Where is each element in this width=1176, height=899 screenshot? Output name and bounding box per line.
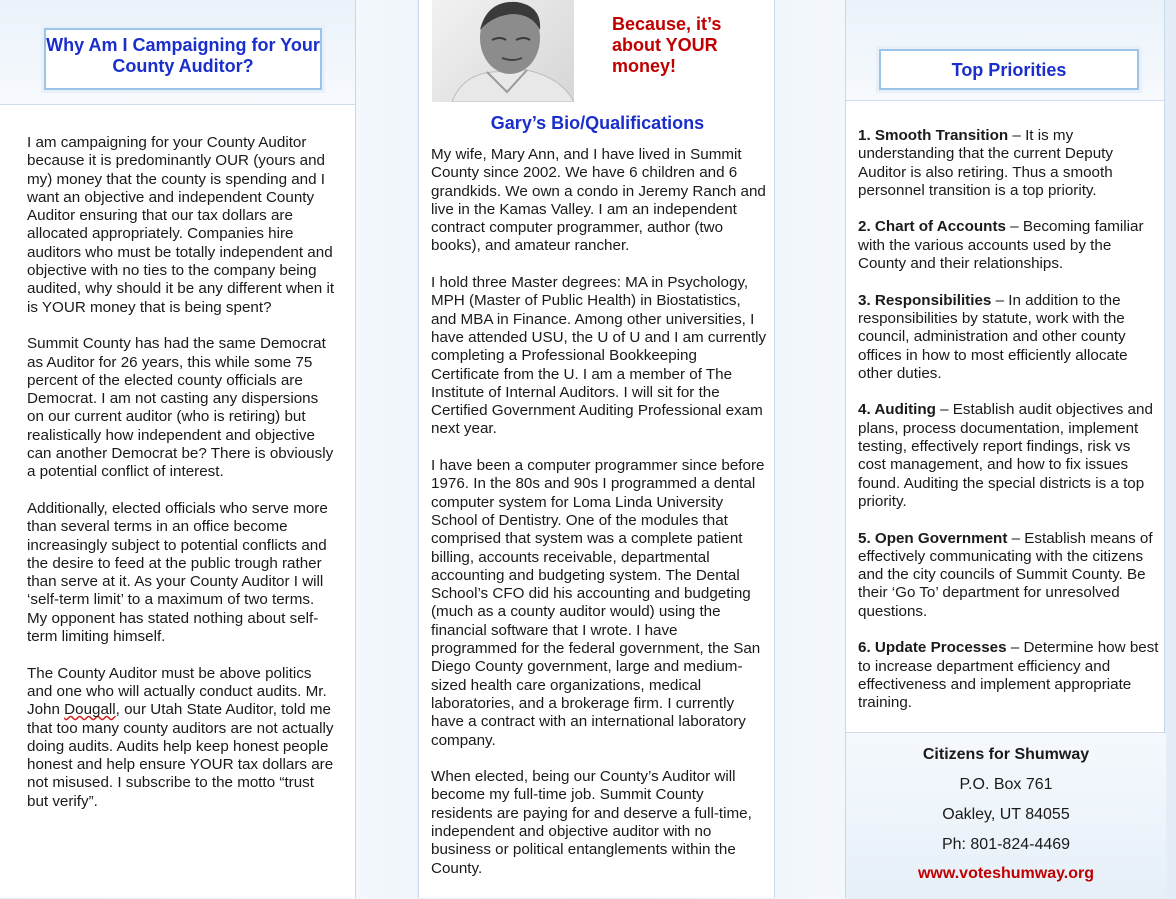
contact-block (846, 732, 1166, 899)
priority-5 (858, 530, 1160, 621)
middle-column (418, 0, 775, 898)
right-title: Top Priorities (951, 60, 1067, 80)
tagline: Because, it’s about YOUR money! (612, 14, 722, 76)
priority-1 (858, 127, 1160, 200)
priority-1-text: – It is my understanding that the current Deputy Auditor is also retiring. Thus a smooth personnel transition is a top priority. (858, 127, 1113, 199)
website-link[interactable]: www.voteshumway.org (917, 865, 1095, 882)
priority-6-text: – Determine how best to increase department efficiency and effectiveness and implement appropriate training. (858, 639, 1159, 712)
priority-5-text: – Establish means of effectively communicating with the citizens and the city councils of Summit County. Be their ‘Go To’ department for unresolved questions. (858, 529, 1153, 620)
left-column (0, 0, 356, 898)
priority-6-label: 6. Update Processes (858, 639, 1007, 657)
priority-2 (858, 218, 1160, 273)
left-paragraph-4-end: , our Utah State Auditor, told me that too many county auditors are not actually doing audits. Audits help keep honest people honest and help ensure YOUR tax dollars are not misused. I subscribe to the motto “trust but verify”. (27, 701, 334, 810)
priority-4 (858, 401, 1160, 511)
priority-3-text: – In addition to the responsibilities by statute, work with the council, administration and other county offices in how to most efficiently allocate other duties. (858, 291, 1128, 382)
priority-3 (858, 292, 1160, 383)
left-body (27, 134, 337, 811)
contact-phone: Ph: 801-824-4469 (941, 836, 1071, 853)
priorities-list (858, 127, 1160, 713)
right-title-box (879, 49, 1139, 90)
priority-1-label: 1. Smooth Transition (858, 127, 1009, 144)
bio-body (431, 146, 767, 878)
bio-paragraph-3: I have been a computer programmer since before 1976. In the 80s and 90s I programmed a dental computer system for Loma Linda University School of Dentistry. One of the modules that comprised that system was a complete patient billing, accounts receivable, departmental accounting and budgeting system. The Dental School’s CFO did his accounting and budgeting (much as a county auditor would) using the financial software that I wrote. I have programmed for the federal government, the San Diego County government, large and medium-sized health care organizations, medical laboratories, and a brokerage firm. I currently have a contract with an international laboratory company. (431, 457, 765, 749)
priority-2-text: – Becoming familiar with the various accounts used by the County and their relationships. (858, 218, 1144, 273)
left-paragraph-1: I am campaigning for your County Auditor because it is predominantly OUR (yours and my) money that the county is spending and I want an objective and independent County Auditor ensuring that our tax dollars are allocated appropriately. Companies hire auditors who must be totally independent and objective with no ties to the company being audited, why should it be any different when it is YOUR money that is being spent? (27, 134, 335, 316)
priority-6 (858, 639, 1160, 712)
left-paragraph-4 (27, 665, 337, 811)
bio-paragraph-4: When elected, being our County’s Auditor will become my full-time job. Summit County residents are paying for and deserve a full-time, independent and objective auditor with no business or political entanglements within the County. (431, 768, 752, 877)
candidate-photo (432, 0, 574, 102)
priority-3-label: 3. Responsibilities (858, 291, 992, 309)
contact-box: P.O. Box 761 (959, 776, 1053, 793)
spellcheck-word: Dougall (64, 701, 116, 719)
left-title-box (44, 28, 322, 90)
priority-5-label: 5. Open Government (858, 529, 1008, 547)
priority-4-text: – Establish audit objectives and plans, process documentation, implement testing, effectively report findings, risk vs cost management, and how to fix issues found. Auditing the special districts is a top priority. (858, 401, 1153, 510)
bio-heading: Gary’s Bio/Qualifications (490, 113, 705, 133)
left-paragraph-3: Additionally, elected officials who serve more than several terms in an office become increasingly subject to potential conflicts and the desire to feed at the public trough rather than serve at it. As your County Auditor I will ‘self-term limit’ to a maximum of two terms. My opponent has stated nothing about self-term limiting himself. (27, 499, 328, 646)
bio-paragraph-1: My wife, Mary Ann, and I have lived in Summit County since 2002. We have 6 children and 6 grandkids. We own a condo in Jeremy Ranch and live in the Kamas Valley. I am an independent contract computer programmer, author (two books), and amateur rancher. (431, 146, 766, 255)
contact-city: Oakley, UT 84055 (942, 806, 1070, 823)
left-paragraph-4-start: The County Auditor must be above politics and one who will actually conduct audits. Mr. John (27, 664, 327, 719)
contact-org: Citizens for Shumway (922, 746, 1090, 763)
left-title: Why Am I Campaigning for Your County Auditor? (46, 35, 320, 76)
left-paragraph-2: Summit County has had the same Democrat as Auditor for 26 years, this while some 75 percent of the elected county officials are Democrat. I am not casting any dispersions on our current auditor (who is retiring) but realistically how independent and objective can another Democrat be? There is obviously a potential conflict of interest. (27, 335, 334, 481)
right-column (845, 0, 1165, 898)
priority-4-label: 4. Auditing (858, 401, 936, 419)
priority-2-label: 2. Chart of Accounts (858, 218, 1006, 236)
bio-paragraph-2: I hold three Master degrees: MA in Psychology, MPH (Master of Public Health) in Biostatistics, and MBA in Finance. Among other universities, I have attended USU, the U of U and I am currently completing a Professional Bookkeeping Certificate from the U. I am a member of The Institute of Internal Auditors. I will sit for the Certified Government Auditing Professional exam next year. (431, 274, 767, 438)
